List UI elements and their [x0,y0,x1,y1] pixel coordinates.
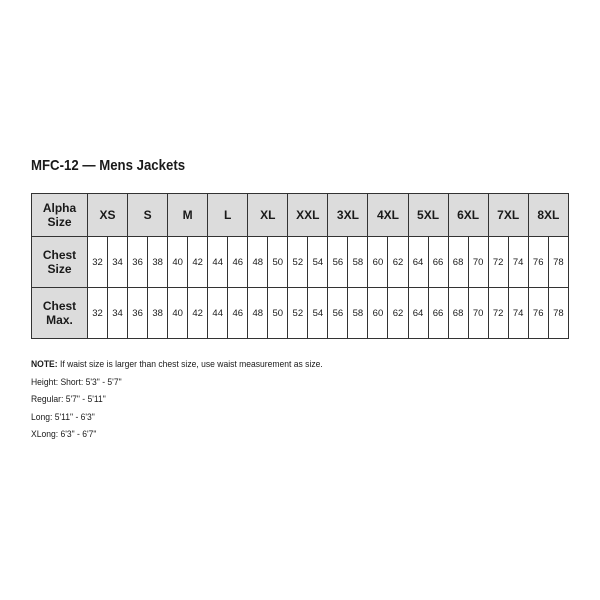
chest-max-cell: 46 [228,288,248,339]
chest-max-cell: 56 [328,288,348,339]
chest-size-cell: 48 [248,237,268,288]
notes-section [31,356,323,444]
chest-size-cell: 60 [368,237,388,288]
alpha-size-cell: L [208,194,248,237]
chest-size-cell: 66 [428,237,448,288]
chest-max-cell: 60 [368,288,388,339]
chest-max-cell: 42 [188,288,208,339]
chest-size-cell: 68 [448,237,468,288]
size-chart-table [31,193,569,339]
height-xlong-line: XLong: 6'3" - 6'7" [31,429,97,440]
row-header-line: Alpha [42,201,77,215]
alpha-size-cell: 6XL [448,194,488,237]
row-header-chest-size [32,237,88,288]
height-long-line: Long: 5'11" - 6'3" [31,411,95,423]
chest-size-cell: 38 [148,237,168,288]
chest-size-cell: 70 [468,237,488,288]
chest-max-cell: 76 [528,288,548,339]
alpha-size-row [32,194,569,237]
chest-max-cell: 72 [488,288,508,339]
chest-size-cell: 46 [228,237,248,288]
row-header-line: Max. [46,313,73,327]
chest-size-cell: 40 [168,237,188,288]
alpha-size-cell: 5XL [408,194,448,237]
chest-size-cell: 32 [88,237,108,288]
row-header-alpha-size [32,194,88,237]
note-line [31,356,323,374]
chest-size-cell: 52 [288,237,308,288]
chest-max-cell: 50 [268,288,288,339]
chest-max-cell: 74 [508,288,528,339]
row-header-line: Chest [42,248,77,262]
chest-size-cell: 62 [388,237,408,288]
chest-size-cell: 72 [488,237,508,288]
chest-size-cell: 78 [548,237,568,288]
alpha-size-cell: 7XL [488,194,528,237]
chest-max-cell: 64 [408,288,428,339]
row-header-line: Size [47,262,72,276]
note-label: NOTE: [31,359,58,370]
chest-size-cell: 42 [188,237,208,288]
row-header-line: Size [47,215,72,229]
chest-size-cell: 76 [528,237,548,288]
row-header-line: Chest [42,299,77,313]
chest-max-cell: 58 [348,288,368,339]
chest-max-cell: 68 [448,288,468,339]
chest-max-cell: 62 [388,288,408,339]
chest-max-cell: 40 [168,288,188,339]
chest-max-cell: 78 [548,288,568,339]
alpha-size-cell: XS [88,194,128,237]
chest-size-cell: 74 [508,237,528,288]
chest-size-cell: 50 [268,237,288,288]
chest-size-cell: 56 [328,237,348,288]
chest-max-cell: 34 [108,288,128,339]
height-regular-line: Regular: 5'7" - 5'11" [31,394,106,405]
chest-size-cell: 58 [348,237,368,288]
alpha-size-cell: 3XL [328,194,368,237]
row-header-chest-max [32,288,88,339]
chest-size-cell: 34 [108,237,128,288]
chest-size-cell: 54 [308,237,328,288]
alpha-size-cell: 8XL [528,194,568,237]
height-short-line: Height: Short: 5'3" - 5'7" [31,376,122,388]
chest-max-cell: 70 [468,288,488,339]
chest-size-cell: 64 [408,237,428,288]
chest-max-cell: 52 [288,288,308,339]
alpha-size-cell: M [168,194,208,237]
note-text: If waist size is larger than chest size, use waist measurement as size. [57,359,323,370]
alpha-size-cell: 4XL [368,194,408,237]
chest-max-cell: 66 [428,288,448,339]
chest-max-row [32,288,569,339]
chest-max-cell: 36 [128,288,148,339]
chest-size-row [32,237,569,288]
page-title: MFC-12 — Mens Jackets [31,157,186,174]
alpha-size-cell: XXL [288,194,328,237]
alpha-size-cell: XL [248,194,288,237]
chest-max-cell: 32 [88,288,108,339]
chest-max-cell: 48 [248,288,268,339]
chest-max-cell: 54 [308,288,328,339]
alpha-size-cell: S [128,194,168,237]
chest-size-cell: 36 [128,237,148,288]
chest-size-cell: 44 [208,237,228,288]
chest-max-cell: 38 [148,288,168,339]
chest-max-cell: 44 [208,288,228,339]
